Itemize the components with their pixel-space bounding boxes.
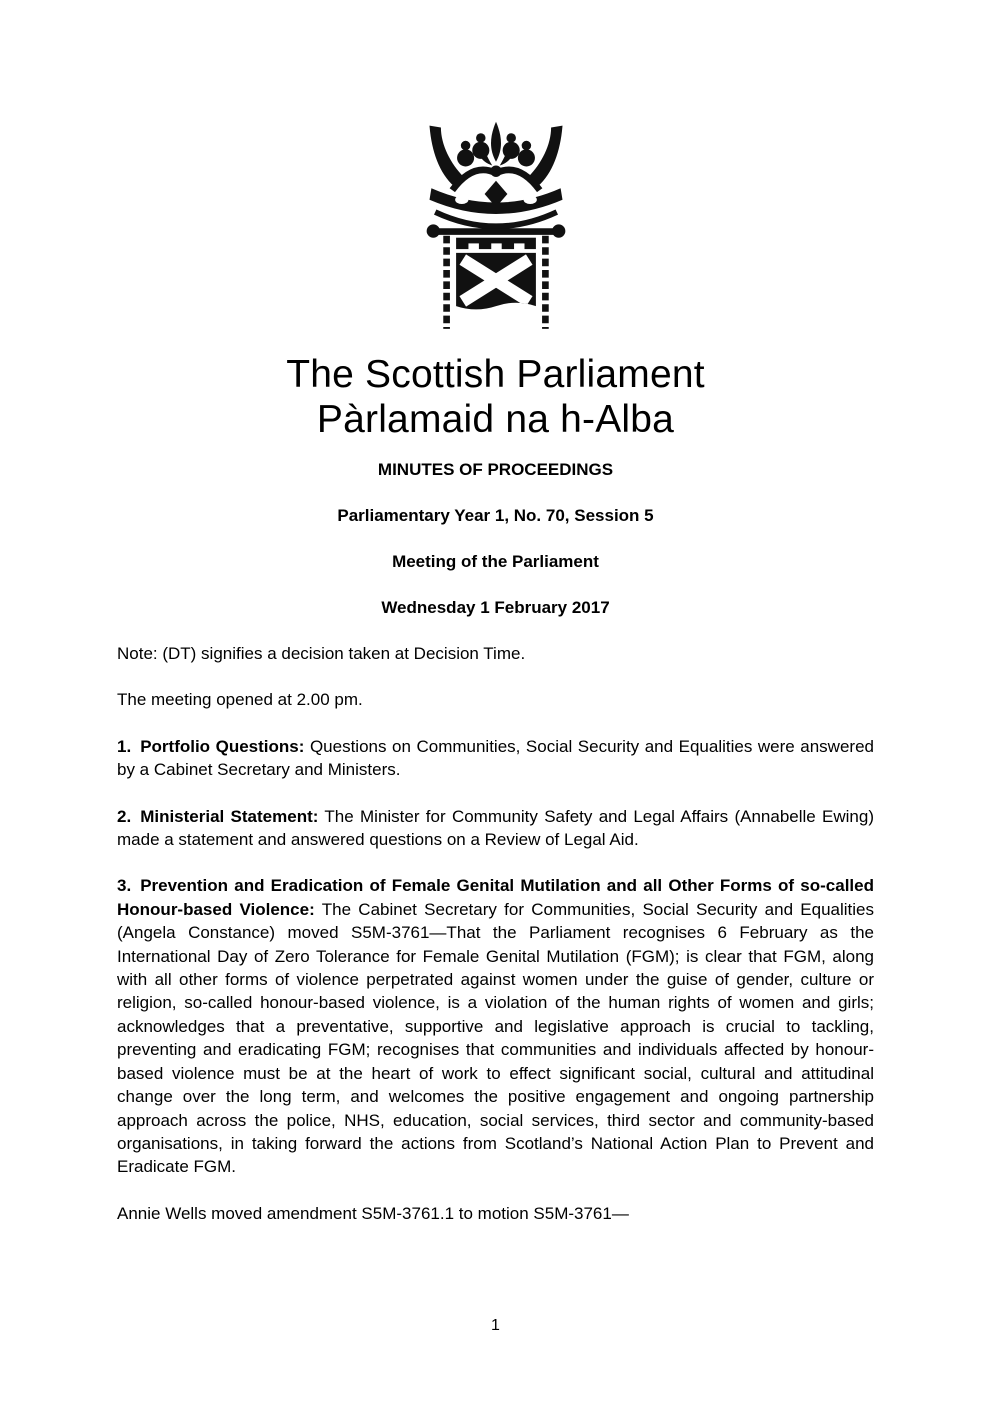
crown-icon [429,122,562,227]
item-text: The Minister for Community Safety and Legal Affairs (Annabelle Ewing) made a statement and answered questions on a Review of Legal Aid. [117,806,875,850]
agenda-item-3 [117,874,874,1178]
parliament-title-gaelic: Pàrlamaid na h-Alba [316,398,675,441]
amendment-paragraph: Annie Wells moved amendment S5M-3761.1 to motion S5M-3761— [117,1203,629,1223]
item-title: Portfolio Questions: [140,736,305,756]
agenda-item-2 [117,805,874,852]
agenda-item-1 [117,735,874,782]
item-number: 2. [117,806,132,826]
item-number: 1. [117,736,132,756]
session-heading: Parliamentary Year 1, No. 70, Session 5 [337,506,654,525]
scottish-parliament-crest-icon [420,118,572,346]
saltire-banner-icon [426,224,565,329]
parliament-title-english: The Scottish Parliament [286,353,705,396]
item-text: The Cabinet Secretary for Communities, Social Security and Equalities (Angela Constance) moved S5M-3761—That the Parliament recognises 6 February as the International Day of Zero Tolerance for Female Genital Mutilation (FGM); is clear that FGM, along with all other forms of violence perpetrated against women under the guise of gender, culture or religion, so-called honour-based violence, is a violation of the human rights of women and girls; acknowledges that a preventative, supportive and legislative approach is crucial to tackling, preventing and eradicating FGM; recognises that communities and individuals affected by honour-based violence must be at the heart of work to effect significant social, cultural and attitudinal change over the long term, and welcomes the positive engagement and ongoing partnership approach across the police, NHS, education, social services, third sector and community-based organisations, in taking forward the actions from Scotland’s National Action Plan to Prevent and Eradicate FGM. [117,899,875,1177]
meeting-heading: Meeting of the Parliament [392,552,599,571]
item-text: Questions on Communities, Social Security and Equalities were answered by a Cabinet Secretary and Ministers. [117,736,874,780]
item-title: Prevention and Eradication of Female Genital Mutilation and all Other Forms of so-called Honour-based Violence: [117,876,874,919]
masthead [0,352,991,442]
body-content [0,642,991,1225]
date-heading: Wednesday 1 February 2017 [381,598,610,617]
page-number: 1 [491,1317,500,1334]
item-title: Ministerial Statement: [140,806,319,826]
note-paragraph: Note: (DT) signifies a decision taken at Decision Time. [117,644,526,663]
document-title: MINUTES OF PROCEEDINGS [377,460,614,479]
item-number: 3. [117,876,132,896]
meeting-opened-paragraph: The meeting opened at 2.00 pm. [117,690,363,710]
